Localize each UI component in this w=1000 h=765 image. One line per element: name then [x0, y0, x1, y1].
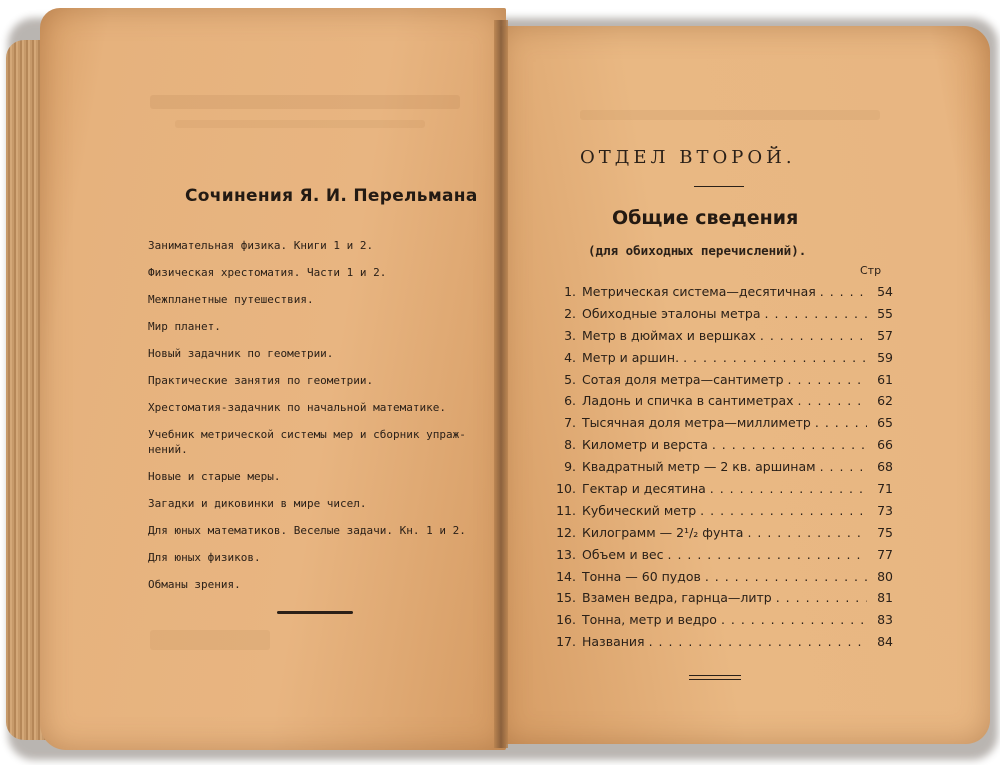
work-item: Межпланетные путешествия. [148, 293, 314, 306]
toc-number: 12. [556, 524, 576, 540]
toc-page-number: 80 [877, 568, 893, 584]
toc-page-number: 73 [877, 502, 893, 518]
toc-row [548, 612, 893, 634]
toc-leader-dots [705, 569, 867, 584]
toc-title: Тонна — 60 пудов [582, 568, 701, 584]
toc-number: 17. [556, 634, 576, 650]
toc-page-number: 65 [877, 415, 893, 431]
toc-title: Гектар и десятина [582, 481, 706, 497]
section-title: ОТДЕЛ ВТОРОЙ. [580, 147, 796, 168]
toc-page-number: 81 [877, 590, 893, 606]
work-item: Новые и старые меры. [148, 470, 281, 483]
toc-row [548, 503, 893, 525]
toc-leader-dots [710, 481, 867, 496]
page-subheading: (для обиходных перечислений). [588, 243, 807, 258]
work-item: Практические занятия по геометрии. [148, 374, 374, 387]
bleed-through-mark [150, 630, 270, 650]
table-of-contents [548, 284, 893, 656]
toc-leader-dots [820, 284, 867, 299]
toc-row [548, 328, 893, 350]
toc-title: Метр в дюймах и вершках [582, 327, 756, 343]
toc-number: 6. [564, 393, 576, 409]
toc-page-number: 71 [877, 481, 893, 497]
toc-page-number: 54 [877, 284, 893, 299]
toc-number: 16. [556, 612, 576, 628]
toc-number: 13. [556, 546, 576, 562]
bleed-through-mark [150, 95, 460, 109]
toc-number: 2. [564, 305, 576, 321]
toc-row [548, 393, 893, 415]
toc-page-number: 84 [877, 634, 893, 650]
toc-page-number: 61 [877, 371, 893, 387]
toc-page-number: 59 [877, 349, 893, 365]
toc-row [548, 372, 893, 394]
toc-leader-dots [815, 415, 867, 430]
toc-leader-dots [747, 525, 867, 540]
toc-title: Километр и верста [582, 437, 708, 453]
toc-number: 5. [564, 371, 576, 387]
toc-row [548, 569, 893, 591]
work-item: Занимательная физика. Книги 1 и 2. [148, 239, 374, 252]
toc-page-number: 66 [877, 437, 893, 453]
toc-number: 1. [564, 284, 576, 299]
book-gutter [494, 20, 508, 748]
toc-row [548, 350, 893, 372]
work-item: Мир планет. [148, 320, 221, 333]
toc-row [548, 437, 893, 459]
toc-title: Тонна, метр и ведро [582, 612, 717, 628]
section-divider [694, 186, 744, 187]
work-item: Учебник метрической системы мер и сборник упраж- нений. [148, 428, 466, 456]
toc-leader-dots [760, 328, 867, 343]
toc-title: Метрическая система—десятичная [582, 284, 816, 299]
work-item: Хрестоматия-задачник по начальной математике. [148, 401, 447, 414]
toc-leader-dots [721, 612, 867, 627]
toc-row [548, 415, 893, 437]
toc-number: 15. [556, 590, 576, 606]
toc-row [548, 590, 893, 612]
work-item: Загадки и диковинки в мире чисел. [148, 497, 367, 510]
toc-number: 7. [564, 415, 576, 431]
toc-row [548, 459, 893, 481]
work-item: Новый задачник по геометрии. [148, 347, 334, 360]
toc-leader-dots [683, 350, 867, 365]
toc-number: 3. [564, 327, 576, 343]
toc-leader-dots [765, 306, 867, 321]
toc-leader-dots [668, 547, 867, 562]
works-title: Сочинения Я. И. Перельмана [185, 186, 478, 206]
toc-leader-dots [820, 459, 867, 474]
toc-title: Кубический метр [582, 502, 697, 518]
page-heading: Общие сведения [612, 207, 799, 229]
toc-number: 8. [564, 437, 576, 453]
toc-title: Метр и аршин. [582, 349, 680, 365]
toc-title: Квадратный метр — 2 кв. аршинам [582, 459, 816, 475]
toc-title: Килограмм — 2¹/₂ фунта [582, 524, 744, 540]
toc-page-number: 68 [877, 459, 893, 475]
toc-leader-dots [712, 437, 867, 452]
toc-number: 11. [556, 502, 576, 518]
toc-row [548, 547, 893, 569]
toc-title: Взамен ведра, гарнца—литр [582, 590, 772, 606]
toc-row [548, 525, 893, 547]
toc-row [548, 306, 893, 328]
toc-page-number: 83 [877, 612, 893, 628]
toc-leader-dots [700, 503, 867, 518]
toc-row [548, 634, 893, 656]
work-item: Для юных математиков. Веселые задачи. Кн. 1 и 2. [148, 524, 466, 537]
toc-leader-dots [788, 372, 867, 387]
toc-title: Тысячная доля метра—миллиметр [582, 415, 811, 431]
left-divider [277, 611, 353, 614]
toc-title: Объем и вес [582, 546, 664, 562]
toc-title: Обиходные эталоны метра [582, 305, 761, 321]
toc-page-number: 62 [877, 393, 893, 409]
toc-number: 14. [556, 568, 576, 584]
toc-number: 4. [564, 349, 576, 365]
toc-title: Названия [582, 634, 645, 650]
toc-title: Сотая доля метра—сантиметр [582, 371, 784, 387]
bleed-through-mark [175, 120, 425, 128]
toc-row [548, 284, 893, 306]
toc-page-number: 57 [877, 327, 893, 343]
work-item: Обманы зрения. [148, 578, 241, 591]
bleed-through-mark [580, 110, 880, 120]
toc-number: 10. [556, 481, 576, 497]
toc-leader-dots [798, 393, 867, 408]
toc-leader-dots [649, 634, 867, 649]
toc-leader-dots [776, 590, 867, 605]
page-column-header: Стр [860, 264, 882, 277]
toc-row [548, 481, 893, 503]
toc-page-number: 77 [877, 546, 893, 562]
toc-page-number: 75 [877, 524, 893, 540]
toc-page-number: 55 [877, 305, 893, 321]
work-item: Физическая хрестоматия. Части 1 и 2. [148, 266, 387, 279]
work-item: Для юных физиков. [148, 551, 261, 564]
bottom-double-rule [689, 675, 741, 683]
toc-title: Ладонь и спичка в сантиметрах [582, 393, 794, 409]
toc-number: 9. [564, 459, 576, 475]
